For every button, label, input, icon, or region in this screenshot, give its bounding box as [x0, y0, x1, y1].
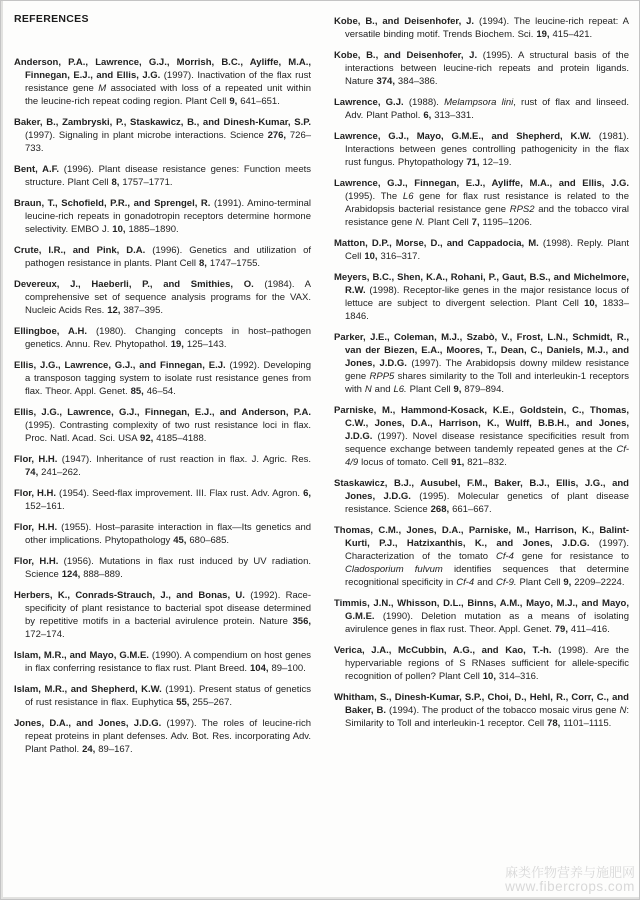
reference: Ellingboe, A.H. (1980). Changing concepts in host–pathogen genetics. Annu. Rev. Phytopathol. 19, 125–143.: [14, 326, 312, 350]
reference: Verica, J.A., McCubbin, A.G., and Kao, T.-h. (1998). Are the hypervariable regions of S RNases sufficient for allele-specific recognition of pollen? Plant Cell 10, 314–316.: [334, 645, 629, 682]
reference: Lawrence, G.J. (1988). Melampsora lini, rust of flax and linseed. Adv. Plant Pathol. 6, 313–331.: [334, 97, 629, 121]
reference: Thomas, C.M., Jones, D.A., Parniske, M., Harrison, K., Balint-Kurti, P.J., Hatzixanthis, K., and Jones, J.D.G. (1997). Characterization of the tomato Cf-4 gene for resistance to Cladosporium fulvum identifies sequences that determine recognitional specificity in Cf-4 and Cf-9. Plant Cell 9, 2209–2224.: [334, 525, 629, 588]
reference: Islam, M.R., and Mayo, G.M.E. (1990). A compendium on host genes in flax conferring resistance to flax rust. Plant Breed. 104, 89–100.: [14, 650, 311, 674]
reference: Meyers, B.C., Shen, K.A., Rohani, P., Gaut, B.S., and Michelmore, R.W. (1998). Receptor-like genes in the major resistance locus of lettuce are subject to divergent selection. Plant Cell 10, 1833–1846.: [334, 272, 629, 322]
reference: Flor, H.H. (1947). Inheritance of rust reaction in flax. J. Agric. Res. 74, 241–262.: [14, 454, 311, 478]
reference: Parker, J.E., Coleman, M.J., Szabò, V., Frost, L.N., Schmidt, R., van der Biezen, E.A., Moores, T., Dean, C., Daniels, M.J., and Jones, J.D.G. (1997). The Arabidopsis downy mildew resistance gene RPP5 shares similarity to the Toll and interleukin-1 receptors with N and L6. Plant Cell 9, 879–894.: [334, 332, 630, 395]
reference: Braun, T., Schofield, P.R., and Sprengel, R. (1991). Amino-terminal leucine-rich repeats in gonadotropin receptors determine hormone selectivity. EMBO J. 10, 1885–1890.: [14, 198, 311, 235]
references-column-right: [334, 15, 629, 738]
watermark-url: www.fibercrops.com: [505, 879, 635, 894]
reference: Anderson, P.A., Lawrence, G.J., Morrish, B.C., Ayliffe, M.A., Finnegan, E.J., and Ellis, J.G. (1997). Inactivation of the flax rust resistance gene M associated with loss of a repeated unit within the leucine-rich repeat coding region. Plant Cell 9, 641–651.: [14, 57, 311, 107]
reference: Crute, I.R., and Pink, D.A. (1996). Genetics and utilization of pathogen resistance in plants. Plant Cell 8, 1747–1755.: [14, 245, 311, 269]
reference: Staskawicz, B.J., Ausubel, F.M., Baker, B.J., Ellis, J.G., and Jones, J.D.G. (1995). Molecular genetics of plant disease resistance. Science 268, 661–667.: [334, 478, 629, 515]
reference: Kobe, B., and Deisenhofer, J. (1994). The leucine-rich repeat: A versatile binding motif. Trends Biochem. Sci. 19, 415–421.: [334, 16, 629, 40]
reference: Whitham, S., Dinesh-Kumar, S.P., Choi, D., Hehl, R., Corr, C., and Baker, B. (1994). The product of the tobacco mosaic virus gene N: Similarity to Toll and interleukin-1 receptor. Cell 78, 1101–1115.: [334, 692, 629, 729]
reference: Bent, A.F. (1996). Plant disease resistance genes: Function meets structure. Plant Cell 8, 1757–1771.: [14, 164, 311, 188]
reference: Baker, B., Zambryski, P., Staskawicz, B., and Dinesh-Kumar, S.P. (1997). Signaling in plant microbe interactions. Science 276, 726–733.: [14, 117, 312, 154]
reference: Jones, D.A., and Jones, J.D.G. (1997). The roles of leucine-rich repeat proteins in plant defenses. Adv. Bot. Res. incorporating Adv. Plant Pathol. 24, 89–167.: [14, 718, 311, 755]
reference: Timmis, J.N., Whisson, D.L., Binns, A.M., Mayo, M.J., and Mayo, G.M.E. (1990). Deletion mutation as a means of isolating avirulence genes in flax rust. Theor. Appl. Genet. 79, 411–416.: [334, 598, 629, 635]
reference: Ellis, J.G., Lawrence, G.J., Finnegan, E.J., and Anderson, P.A. (1995). Contrasting complexity of two rust resistance loci in flax. Proc. Natl. Acad. Sci. USA 92, 4185–4188.: [14, 407, 311, 444]
reference: Flor, H.H. (1955). Host–parasite interaction in flax—Its genetics and other implications. Phytopathology 45, 680–685.: [14, 522, 312, 546]
references-column-left: [14, 56, 311, 756]
reference: Ellis, J.G., Lawrence, G.J., and Finnegan, E.J. (1992). Developing a transposon tagging system to isolate rust resistance genes from flax. Theor. Appl. Genet. 85, 46–54.: [14, 360, 311, 397]
reference: Parniske, M., Hammond-Kosack, K.E., Goldstein, C., Thomas, C.W., Jones, D.A., Harrison, K., Wulff, B.B.H., and Jones, J.D.G. (1997). Novel disease resistance specificities result from sequence exchange between tandemly repeated genes at the Cf-4/9 locus of tomato. Cell 91, 821–832.: [334, 405, 629, 468]
reference: Devereux, J., Haeberli, P., and Smithies, O. (1984). A comprehensive set of sequence analysis programs for the VAX. Nucleic Acids Res. 12, 387–395.: [14, 279, 311, 316]
reference: Lawrence, G.J., Mayo, G.M.E., and Shepherd, K.W. (1981). Interactions between genes controlling pathogenicity in the flax rust fungus. Phytopathology 71, 12–19.: [334, 131, 629, 168]
reference: Herbers, K., Conrads-Strauch, J., and Bonas, U. (1992). Race-specificity of plant resistance to bacterial spot disease determined by repetitive motifs in a bacterial avirulence protein. Nature 356, 172–174.: [14, 590, 311, 640]
reference: Flor, H.H. (1954). Seed-flax improvement. III. Flax rust. Adv. Agron. 6, 152–161.: [14, 488, 311, 512]
reference: Lawrence, G.J., Finnegan, E.J., Ayliffe, M.A., and Ellis, J.G. (1995). The L6 gene for flax rust resistance is related to the Arabidopsis bacterial resistance gene RPS2 and the tobacco viral resistance gene N. Plant Cell 7, 1195–1206.: [334, 178, 629, 228]
reference: Kobe, B., and Deisenhofer, J. (1995). A structural basis of the interactions between leucine-rich repeats and protein ligands. Nature 374, 384–386.: [334, 50, 629, 87]
reference: Flor, H.H. (1956). Mutations in flax rust induced by UV radiation. Science 124, 888–889.: [14, 556, 311, 580]
left-column: [14, 13, 311, 764]
section-title: REFERENCES: [14, 13, 89, 25]
reference: Islam, M.R., and Shepherd, K.W. (1991). Present status of genetics of rust resistance in flax. Euphytica 55, 255–267.: [14, 684, 311, 708]
watermark-site-name: 麻类作物营养与施肥网: [504, 865, 635, 880]
reference: Matton, D.P., Morse, D., and Cappadocia, M. (1998). Reply. Plant Cell 10, 316–317.: [334, 238, 629, 262]
watermark: [505, 866, 635, 894]
